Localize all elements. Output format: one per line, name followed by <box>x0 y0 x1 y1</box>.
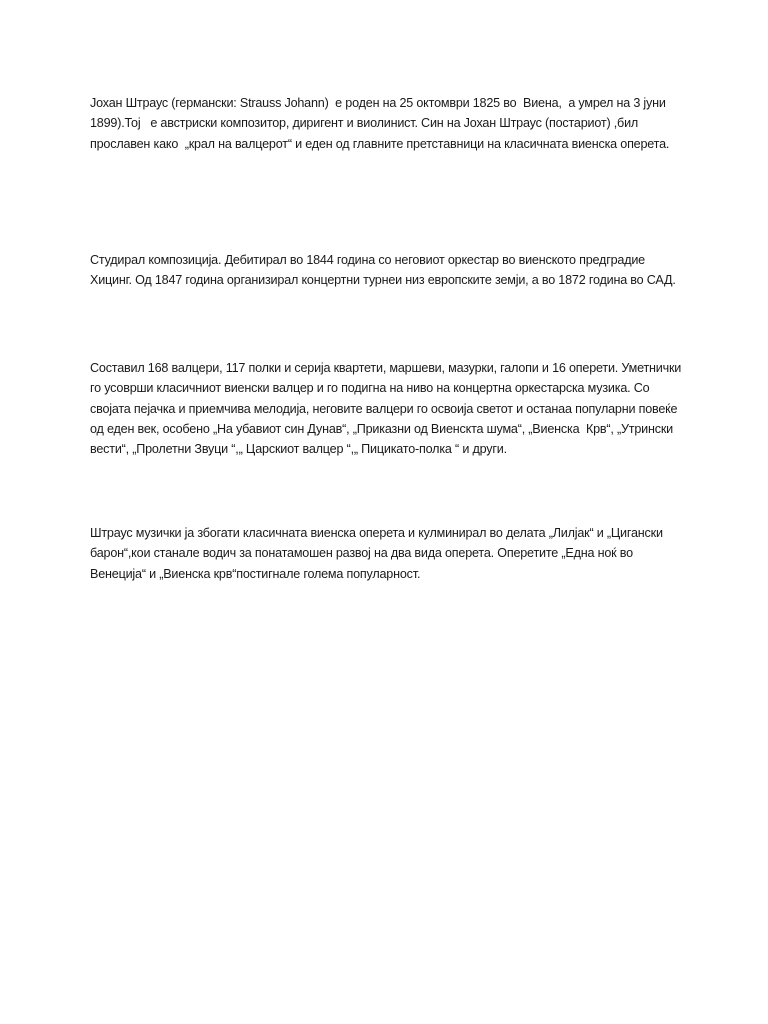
paragraph-works: Составил 168 валцери, 117 полки и серија квартети, маршеви, мазурки, галопи и 16 оперети. Уметнички го усоврши класичниот виенски валцер и го подигна на ниво на концертна оркестарска музика. Со својата пејачка и приемчива мелодија, неговите валцери го освоија светот и останаа популарни повеќе од еден век, особено „На убавиот син Дунав“, „Приказни од Виенскта шума“, „Виенска Крв“, „Утрински вести“, „Пролетни Звуци “,„ Царскиот валцер “,„ Пицикато-полка “ и други. <box>90 361 685 457</box>
paragraph-biography-intro: Јохан Штраус (германски: Strauss Johann) е роден на 25 октомври 1825 во Виена, а умрел на 3 јуни 1899).Тој е австриски композитор, диригент и виолинист. Син на Јохан Штраус (постариот) ,бил прославен како „крал на валцерот“ и еден од главните претставници на класичната виенска оперета. <box>90 96 670 151</box>
paragraph-operettas: Штраус музички ја збогати класичната виенска оперета и кулминирал во делата „Лилјак“ и „Цигански барон“,кои станале водич за понатамошен развој на два вида оперета. Оперетите „Една ноќ во Венеција“ и „Виенска крв“постигнале голема популарност. <box>90 526 667 581</box>
paragraph-studies: Студирал композиција. Дебитирал во 1844 година со неговиот оркестар во виенското предградие Хицинг. Од 1847 година организирал концертни турнеи низ европските земји, а во 1872 година во САД. <box>90 253 676 288</box>
